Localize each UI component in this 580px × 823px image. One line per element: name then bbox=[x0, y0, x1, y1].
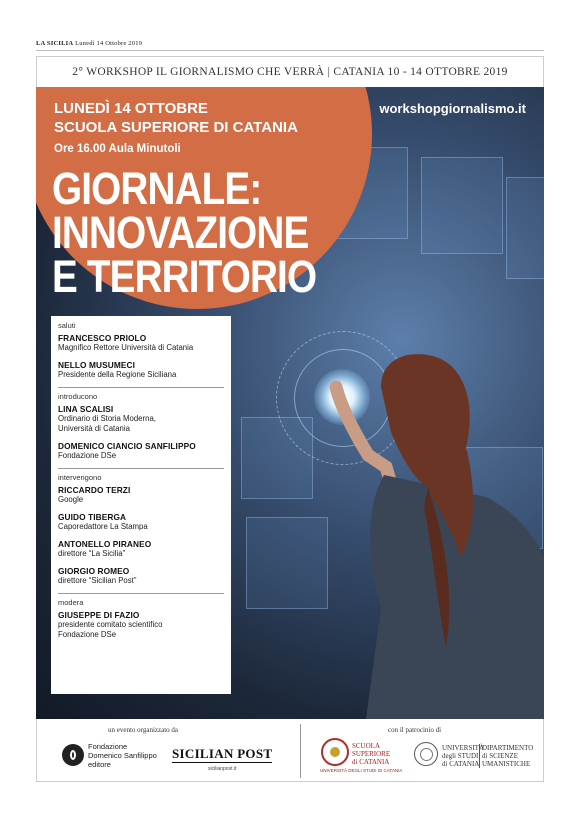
fds-line: Fondazione bbox=[88, 742, 128, 751]
newspaper-masthead bbox=[36, 40, 142, 47]
unict-line: UNIVERSITÀ bbox=[442, 744, 484, 752]
poster-headline bbox=[52, 163, 317, 302]
section-label: modera bbox=[58, 598, 84, 607]
masthead-rule bbox=[36, 50, 544, 51]
speaker bbox=[58, 441, 224, 461]
speaker-role: direttore “La Sicilia” bbox=[58, 549, 126, 558]
speaker-role: direttore “Sicilian Post” bbox=[58, 576, 137, 585]
dsu-line: DIPARTIMENTO bbox=[482, 744, 534, 752]
ssc-logo-text bbox=[352, 742, 390, 766]
speaker-role: Fondazione DSe bbox=[58, 451, 117, 460]
dsu-logo-text bbox=[482, 744, 533, 768]
speaker bbox=[58, 360, 224, 380]
speaker bbox=[58, 566, 224, 586]
fds-logo-icon bbox=[62, 744, 84, 766]
speaker bbox=[58, 539, 224, 559]
speaker-name: RICCARDO TERZI bbox=[58, 485, 131, 495]
speaker-name: GIUSEPPE DI FAZIO bbox=[58, 610, 140, 620]
section-divider bbox=[58, 593, 224, 594]
speaker-name: ANTONELLO PIRANEO bbox=[58, 539, 152, 549]
footer-divider bbox=[300, 724, 301, 778]
workshop-banner: 2° WORKSHOP IL GIORNALISMO CHE VERRÀ | CATANIA 10 - 14 OTTOBRE 2019 bbox=[72, 66, 508, 78]
speaker-role: Magnifico Rettore Università di Catania bbox=[58, 343, 194, 352]
dsu-line: di SCIENZE bbox=[482, 752, 518, 760]
speaker-name: GUIDO TIBERGA bbox=[58, 512, 127, 522]
poster-hero bbox=[36, 87, 544, 719]
fds-line: Domenico Sanfilippo bbox=[88, 751, 157, 760]
speaker-role: Caporedattore La Stampa bbox=[58, 522, 148, 531]
section-divider bbox=[58, 387, 224, 388]
speaker-name: FRANCESCO PRIOLO bbox=[58, 333, 147, 343]
unict-seal-icon bbox=[414, 742, 438, 766]
speaker bbox=[58, 512, 224, 532]
speaker bbox=[58, 610, 224, 640]
section-label: intervengono bbox=[58, 473, 102, 482]
unict-line: degli STUDI bbox=[442, 752, 479, 760]
date-line: LUNEDÌ 14 OTTOBRE bbox=[54, 100, 208, 117]
event-date bbox=[54, 99, 298, 137]
ssc-line: di CATANIA bbox=[352, 758, 390, 766]
logo-divider bbox=[479, 744, 480, 768]
unict-logo-text bbox=[442, 744, 484, 768]
headline-line: INNOVAZIONE bbox=[52, 207, 309, 258]
sicilian-post-url: sicilianpost.it bbox=[208, 766, 237, 772]
speaker-role: Ordinario di Storia Moderna, bbox=[58, 414, 156, 423]
masthead-date: Lunedì 14 Ottobre 2019 bbox=[75, 40, 143, 47]
speaker bbox=[58, 485, 224, 505]
unict-line: di CATANIA bbox=[442, 760, 480, 768]
speaker-role: Università di Catania bbox=[58, 424, 130, 433]
ssc-line: SUPERIORE bbox=[352, 750, 391, 758]
speaker-role: presidente comitato scientifico bbox=[58, 620, 163, 629]
fds-line: editore bbox=[88, 760, 111, 769]
patronage-label: con il patrocinio di bbox=[388, 726, 442, 734]
ssc-line: SCUOLA bbox=[352, 742, 381, 750]
website-link[interactable]: workshopgiornalismo.it bbox=[379, 101, 526, 116]
speaker-name: DOMENICO CIANCIO SANFILIPPO bbox=[58, 441, 196, 451]
speaker-role: Presidente della Regione Siciliana bbox=[58, 370, 177, 379]
masthead-paper: LA SICILIA bbox=[36, 40, 74, 47]
sponsor-footer bbox=[36, 722, 544, 782]
speaker bbox=[58, 404, 224, 434]
speaker-role: Fondazione DSe bbox=[58, 630, 117, 639]
venue-line: SCUOLA SUPERIORE DI CATANIA bbox=[54, 119, 298, 136]
ssc-subtitle: UNIVERSITÀ DEGLI STUDI DI CATANIA bbox=[320, 768, 403, 773]
sicilian-post-logo: SICILIAN POST bbox=[172, 746, 273, 761]
fds-logo-text bbox=[88, 742, 157, 769]
event-time: Ore 16.00 Aula Minutoli bbox=[54, 143, 181, 155]
speaker bbox=[58, 333, 224, 353]
speaker-name: LINA SCALISI bbox=[58, 404, 114, 414]
headline-line: GIORNALE: bbox=[52, 163, 262, 214]
ssc-seal-icon bbox=[321, 738, 349, 766]
section-divider bbox=[58, 468, 224, 469]
section-label: saluti bbox=[58, 321, 76, 330]
speaker-name: GIORGIO ROMEO bbox=[58, 566, 130, 576]
speaker-role: Google bbox=[58, 495, 84, 504]
speaker-name: NELLO MUSUMECI bbox=[58, 360, 135, 370]
speaker-program bbox=[51, 316, 231, 694]
section-label: introducono bbox=[58, 392, 98, 401]
organized-by-label: un evento organizzato da bbox=[108, 726, 179, 734]
dsu-line: UMANISTICHE bbox=[482, 760, 531, 768]
headline-line: E TERRITORIO bbox=[52, 251, 317, 302]
